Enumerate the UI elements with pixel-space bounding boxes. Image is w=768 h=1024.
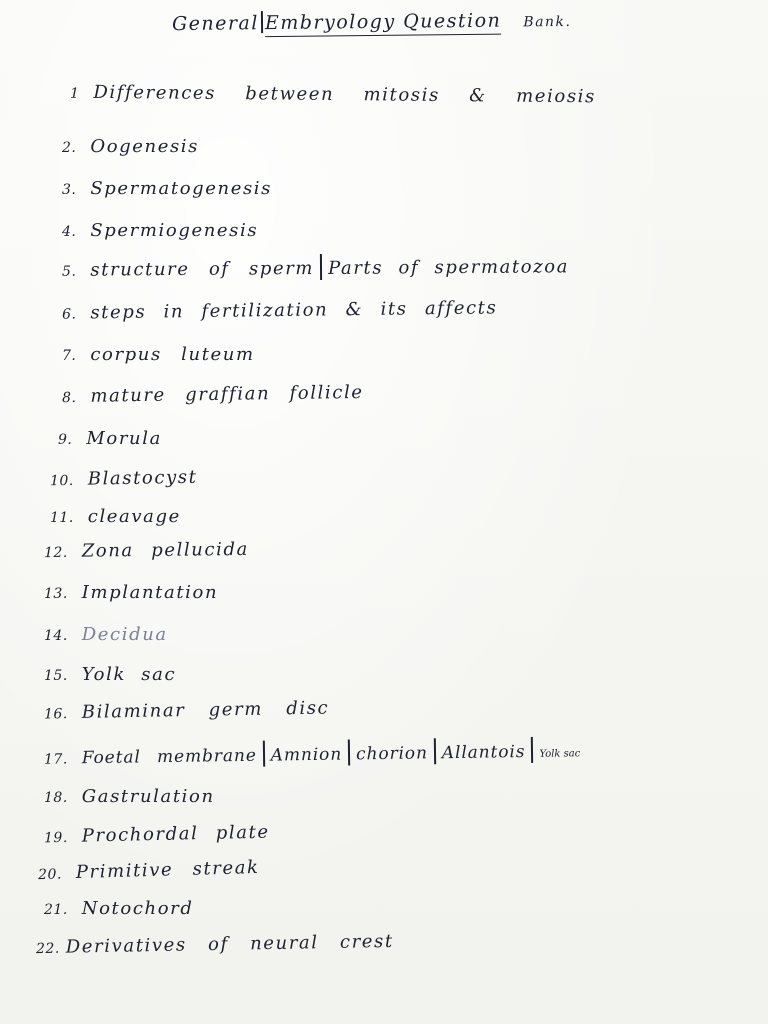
- separator-bar: [320, 254, 322, 280]
- question-item-11: [50, 506, 181, 527]
- page-title: [172, 8, 572, 35]
- question-item-21: [44, 898, 193, 919]
- question-item-22: [36, 931, 394, 958]
- question-text: Foetal membrane: [81, 745, 257, 769]
- question-number: 21.: [44, 902, 68, 918]
- question-text: Spermiogenesis: [90, 220, 259, 241]
- question-number: 1: [69, 85, 80, 102]
- question-item-17: [44, 736, 581, 769]
- separator-bar: [348, 739, 350, 765]
- question-number: 14.: [44, 628, 68, 644]
- question-item-9: [58, 428, 162, 449]
- question-item-8: [62, 382, 364, 407]
- question-item-6: [62, 297, 498, 323]
- question-number: 4.: [62, 224, 77, 240]
- question-item-7: [62, 344, 255, 365]
- question-text: structure of sperm: [90, 258, 315, 281]
- question-item-3: [62, 178, 272, 199]
- question-number: 19.: [43, 829, 68, 847]
- question-text: Differences between mitosis & meiosis: [93, 81, 596, 108]
- question-text: Primitive streak: [75, 856, 260, 884]
- question-text: Oogenesis: [90, 136, 200, 157]
- title-word-general: General: [171, 12, 260, 36]
- question-text: Derivatives of neural crest: [65, 930, 394, 958]
- question-item-20: [38, 857, 260, 884]
- question-text-yolk-sac: Yolk sac: [539, 748, 581, 760]
- separator-bar: [434, 738, 436, 764]
- question-number: 7.: [62, 348, 77, 364]
- question-text: Gastrulation: [81, 786, 215, 807]
- question-item-1: [70, 82, 596, 108]
- title-divider: [261, 11, 263, 33]
- question-number: 12.: [43, 544, 68, 562]
- question-number: 2.: [62, 140, 77, 156]
- question-number: 5.: [61, 263, 77, 280]
- question-text: Implantation: [81, 582, 219, 603]
- question-number: 20.: [37, 866, 63, 884]
- title-subject: Embryology Question: [265, 10, 502, 37]
- question-text: steps in fertilization & its affects: [90, 297, 498, 324]
- question-item-15: [44, 664, 176, 685]
- question-number: 8.: [61, 389, 77, 407]
- question-item-12: [44, 539, 249, 562]
- question-text: Notochord: [81, 898, 194, 919]
- question-number: 16.: [43, 706, 68, 723]
- question-text-amnion: Amnion: [270, 744, 343, 766]
- question-text: Prochordal plate: [81, 821, 270, 847]
- question-number: 15.: [44, 668, 68, 684]
- question-number: 9.: [58, 432, 73, 448]
- question-text: Blastocyst: [87, 466, 198, 490]
- separator-bar: [531, 737, 533, 763]
- question-text: Yolk sac: [81, 664, 177, 685]
- question-text: Bilaminar germ disc: [81, 697, 330, 723]
- question-item-19: [44, 822, 270, 848]
- question-text: Zona pellucida: [81, 538, 250, 562]
- question-text: corpus luteum: [90, 344, 255, 365]
- question-text: Morula: [86, 428, 162, 449]
- question-text: cleavage: [87, 506, 181, 527]
- question-text: mature graffian follicle: [90, 381, 364, 407]
- question-item-5: [62, 252, 569, 282]
- question-item-16: [44, 698, 330, 724]
- question-number: 10.: [49, 472, 74, 490]
- question-number: 6.: [61, 306, 77, 323]
- question-text: Decidua: [81, 624, 168, 645]
- question-text-chorion: chorion: [355, 743, 429, 765]
- question-text: Spermatogenesis: [90, 178, 272, 199]
- question-item-14: [44, 624, 168, 645]
- question-item-2: [62, 136, 199, 157]
- question-number: 17.: [43, 751, 68, 768]
- question-text-allantois: Allantois: [441, 742, 526, 764]
- question-number: 22.: [35, 940, 60, 958]
- title-word-bank: Bank.: [523, 13, 572, 31]
- question-number: 3.: [62, 182, 77, 198]
- question-number: 11.: [50, 510, 74, 526]
- question-item-10: [50, 467, 198, 491]
- question-number: 18.: [44, 790, 68, 806]
- question-item-13: [44, 582, 218, 603]
- question-item-18: [44, 786, 215, 807]
- separator-bar: [263, 741, 265, 767]
- question-text-alt: Parts of spermatozoa: [327, 256, 570, 279]
- question-item-4: [62, 220, 258, 241]
- question-number: 13.: [44, 586, 68, 602]
